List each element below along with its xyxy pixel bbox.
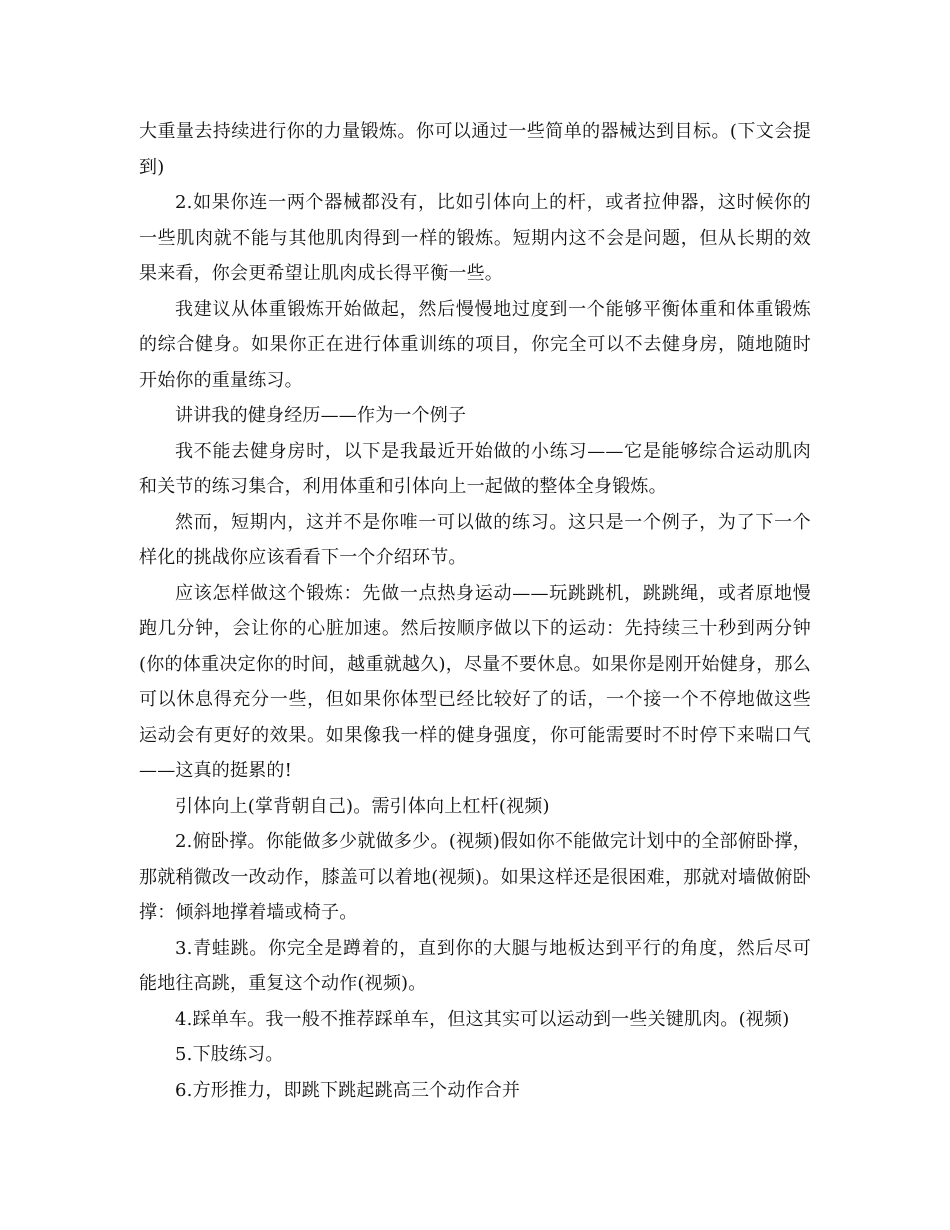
list-item-6: 6.方形推力，即跳下跳起跳高三个动作合并 xyxy=(175,1079,521,1101)
paragraph-5: 我不能去健身房时，以下是我最近开始做的小练习——它是能够综合运动肌肉和关节的练习集合，利用体重和引体向上一起做的整体全身锻炼。 xyxy=(139,440,811,497)
list-item-4: 4.踩单车。我一般不推荐踩单车，但这其实可以运动到一些关键肌肉。(视频) xyxy=(175,1008,790,1030)
paragraph-3: 我建议从体重锻炼开始做起，然后慢慢地过度到一个能够平衡体重和体重锻炼的综合健身。如果你正在进行体重训练的项目，你完全可以不去健身房，随地随时开始你的重量练习。 xyxy=(139,298,811,391)
list-item-1: 引体向上(掌背朝自己)。需引体向上杠杆(视频) xyxy=(175,795,550,817)
paragraph-6: 然而，短期内，这并不是你唯一可以做的练习。这只是一个例子，为了下一个样化的挑战你应该看看下一个介绍环节。 xyxy=(139,511,811,568)
list-item-5: 5.下肢练习。 xyxy=(175,1044,284,1065)
list-item-3: 3.青蛙跳。你完全是蹲着的，直到你的大腿与地板达到平行的角度，然后尽可能地往高跳，重复这个动作(视频)。 xyxy=(139,937,811,994)
section-heading: 讲讲我的健身经历——作为一个例子 xyxy=(175,405,467,426)
list-item-2: 2.俯卧撑。你能做多少就做多少。(视频)假如你不能做完计划中的全部俯卧撑，那就稍微改一改动作，膝盖可以着地(视频)。如果这样还是很困难，那就对墙做俯卧撑：倾斜地撑着墙或椅子。 xyxy=(139,831,811,923)
document-body xyxy=(139,114,811,1108)
paragraph-1: 大重量去持续进行你的力量锻炼。你可以通过一些简单的器械达到目标。(下文会提到) xyxy=(139,121,811,178)
paragraph-7: 应该怎样做这个锻炼：先做一点热身运动——玩跳跳机，跳跳绳，或者原地慢跑几分钟，会让你的心脏加速。然后按顺序做以下的运动：先持续三十秒到两分钟(你的体重决定你的时间，越重就越久)，尽量不要休息。如果你是刚开始健身，那么可以休息得充分一些，但如果你体型已经比较好了的话，一个接一个不停地做这些运动会有更好的效果。如果像我一样的健身强度，你可能需要时不时停下来喘口气——这真的挺累的! xyxy=(139,582,811,781)
paragraph-2: 2.如果你连一两个器械都没有，比如引体向上的杆，或者拉伸器，这时候你的一些肌肉就不能与其他肌肉得到一样的锻炼。短期内这不会是问题，但从长期的效果来看，你会更希望让肌肉成长得平衡一些。 xyxy=(139,192,811,284)
